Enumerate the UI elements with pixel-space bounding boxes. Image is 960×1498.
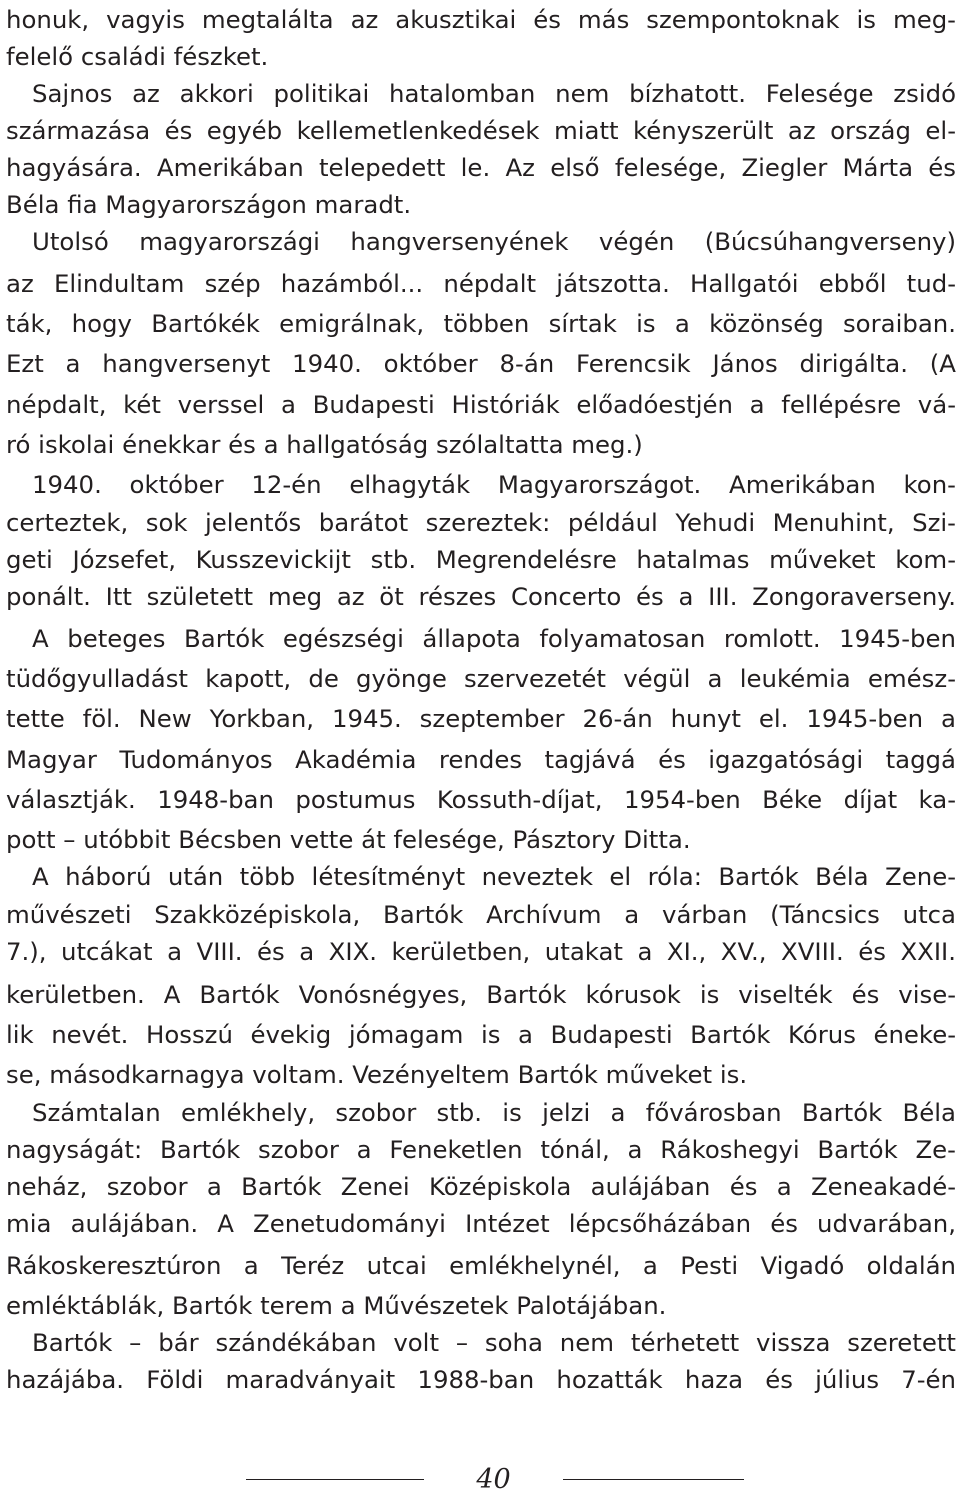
text-line: kerületben. A Bartók Vonósnégyes, Bartók kórusok is viselték és vise- <box>6 980 956 1009</box>
page-number: 40 <box>476 1464 511 1495</box>
text-line: certeztek, sok jelentős barátot szereztek: például Yehudi Menuhint, Szi- <box>6 508 956 537</box>
text-line: felelő családi fészket. <box>6 42 269 71</box>
text-line: Számtalan emlékhely, szobor stb. is jelzi a fővárosban Bartók Béla <box>32 1098 956 1127</box>
text-line: mia aulájában. A Zenetudományi Intézet lépcsőházában és udvarában, <box>6 1209 956 1238</box>
text-line: A háború után több létesítményt neveztek el róla: Bartók Béla Zene- <box>32 862 956 891</box>
text-line: hazájába. Földi maradványait 1988-ban hozatták haza és július 7-én <box>6 1365 956 1394</box>
text-line: hagyására. Amerikában telepedett le. Az első felesége, Ziegler Márta és <box>6 153 956 182</box>
text-line: Utolsó magyarországi hangversenyének végén (Búcsúhangverseny) <box>32 227 956 256</box>
footer-rule-left <box>246 1479 424 1480</box>
text-line: választják. 1948-ban postumus Kossuth-díjat, 1954-ben Béke díjat ka- <box>6 785 956 814</box>
text-line: A beteges Bartók egészségi állapota folyamatosan romlott. 1945-ben <box>32 624 956 653</box>
text-line: Sajnos az akkori politikai hatalomban nem bízhatott. Felesége zsidó <box>32 79 956 108</box>
text-line: pott – utóbbit Bécsben vette át felesége, Pásztory Ditta. <box>6 825 691 854</box>
text-line: művészeti Szakközépiskola, Bartók Archívum a várban (Táncsics utca <box>6 900 956 929</box>
text-line: származása és egyéb kellemetlenkedések miatt kényszerült az ország el- <box>6 116 956 145</box>
text-line: Magyar Tudományos Akadémia rendes tagjává és igazgatósági taggá <box>6 745 956 774</box>
text-line: az Elindultam szép hazámból... népdalt játszotta. Hallgatói ebből tud- <box>6 269 956 298</box>
text-line: geti Józsefet, Kusszevickijt stb. Megrendelésre hatalmas műveket kom- <box>6 545 956 574</box>
text-line: 7.), utcákat a VIII. és a XIX. kerületben, utakat a XI., XV., XVIII. és XXII. <box>6 937 956 966</box>
text-line: ták, hogy Bartókék emigrálnak, többen sírtak is a közönség soraiban. <box>6 309 956 338</box>
text-line: tüdőgyulladást kapott, de gyönge szervezetét végül a leukémia emész- <box>6 664 956 693</box>
page-footer <box>0 1462 960 1498</box>
text-line: ró iskolai énekkar és a hallgatóság szólaltatta meg.) <box>6 430 643 459</box>
text-line: népdalt, két verssel a Budapesti Históriák előadóestjén a fellépésre vá- <box>6 390 956 419</box>
text-line: 1940. október 12-én elhagyták Magyarországot. Amerikában kon- <box>32 470 956 499</box>
text-line: honuk, vagyis megtalálta az akusztikai és más szempontoknak is meg- <box>6 5 956 34</box>
text-line: neház, szobor a Bartók Zenei Középiskola aulájában és a Zeneakadé- <box>6 1172 956 1201</box>
text-line: emléktáblák, Bartók terem a Művészetek Palotájában. <box>6 1291 667 1320</box>
text-line: Rákoskeresztúron a Teréz utcai emlékhelynél, a Pesti Vigadó oldalán <box>6 1251 956 1280</box>
text-line: se, másodkarnagya voltam. Vezényeltem Bartók műveket is. <box>6 1060 748 1089</box>
text-line: nagyságát: Bartók szobor a Feneketlen tónál, a Rákoshegyi Bartók Ze- <box>6 1135 956 1164</box>
text-line: Bartók – bár szándékában volt – soha nem térhetett vissza szeretett <box>32 1328 956 1357</box>
text-line: Béla fia Magyarországon maradt. <box>6 190 412 219</box>
footer-rule-right <box>563 1479 744 1480</box>
text-line: Ezt a hangversenyt 1940. október 8-án Ferencsik János dirigálta. (A <box>6 349 956 378</box>
text-line: lik nevét. Hosszú évekig jómagam is a Budapesti Bartók Kórus éneke- <box>6 1020 956 1049</box>
text-line: tette föl. New Yorkban, 1945. szeptember 26-án hunyt el. 1945-ben a <box>6 704 956 733</box>
text-line: ponált. Itt született meg az öt részes Concerto és a III. Zongoraverseny. <box>6 582 956 611</box>
